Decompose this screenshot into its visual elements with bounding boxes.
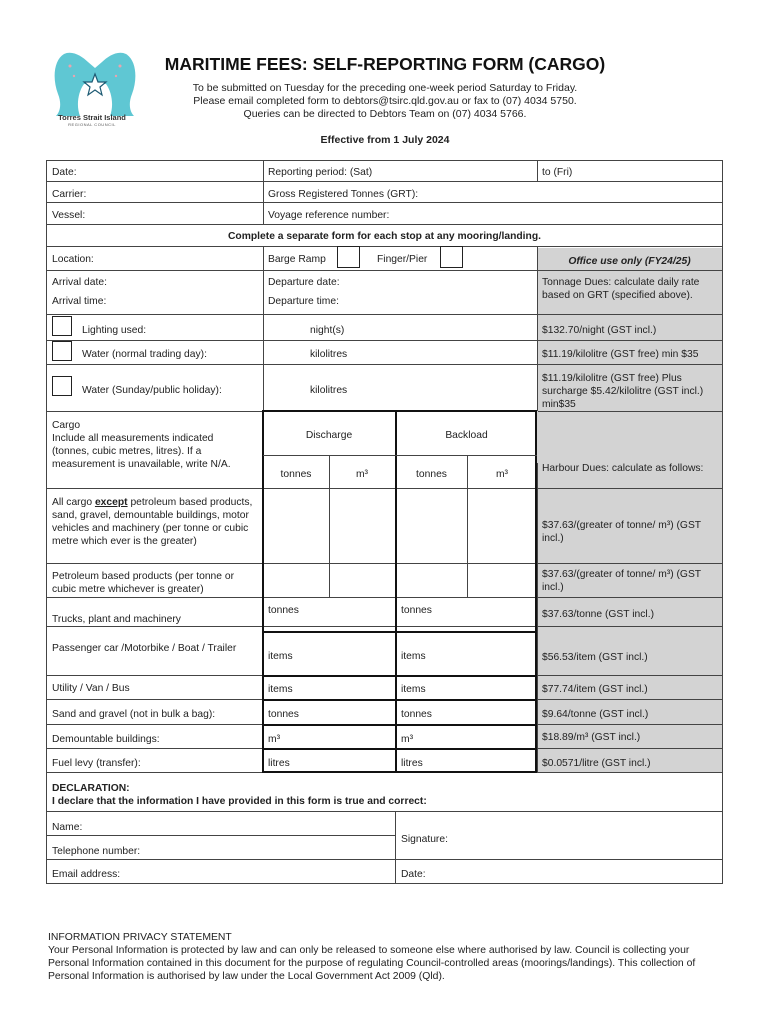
all-cargo-label: All cargo except petroleum based products, sand, gravel, demountable buildings, motor vehicles and machinery (per tonne or cubic metre which ever is the greater) (52, 497, 253, 547)
barge-ramp-checkbox[interactable] (337, 246, 360, 268)
departure-date-field[interactable]: Departure date: (268, 277, 340, 288)
lighting-checkbox[interactable] (52, 316, 72, 336)
water-normal-label: Water (normal trading day): (82, 349, 207, 360)
signature-field[interactable]: Signature: (401, 834, 448, 845)
sand-rate: $9.64/tonne (GST incl.) (542, 709, 649, 720)
water-normal-checkbox[interactable] (52, 341, 72, 361)
fuel-rate: $0.0571/litre (GST incl.) (542, 758, 651, 769)
trucks-discharge-unit[interactable]: tonnes (268, 605, 299, 616)
utility-backload-unit[interactable]: items (401, 684, 426, 695)
barge-ramp-label: Barge Ramp (268, 254, 326, 265)
location-label: Location: (52, 254, 94, 265)
fuel-label: Fuel levy (transfer): (52, 758, 141, 769)
logo-caption: Torres Strait Island (58, 113, 126, 122)
water-normal-rate: $11.19/kilolitre (GST free) min $35 (542, 349, 699, 360)
lighting-label: Lighting used: (82, 325, 147, 336)
telephone-field[interactable]: Telephone number: (52, 846, 141, 857)
voyage-ref-field[interactable]: Voyage reference number: (268, 210, 390, 221)
grt-field[interactable]: Gross Registered Tonnes (GRT): (268, 189, 419, 200)
declaration-title: DECLARATION: (52, 783, 130, 794)
arrival-time-field[interactable]: Arrival time: (52, 296, 107, 307)
departure-time-field[interactable]: Departure time: (268, 296, 339, 307)
water-holiday-unit: kilolitres (310, 385, 348, 396)
fuel-backload-unit[interactable]: litres (401, 758, 423, 769)
effective-date: Effective from 1 July 2024 (320, 134, 450, 146)
discharge-header: Discharge (305, 430, 353, 441)
utility-rate: $77.74/item (GST incl.) (542, 684, 648, 695)
nights-unit: night(s) (310, 325, 345, 336)
water-holiday-label: Water (Sunday/public holiday): (82, 385, 222, 396)
backload-tonnes-header: tonnes (416, 469, 447, 480)
demountable-label: Demountable buildings: (52, 734, 160, 745)
passenger-label: Passenger car /Motorbike / Boat / Trailer (52, 643, 237, 654)
to-fri-field[interactable]: to (Fri) (542, 167, 573, 178)
all-cargo-rate: $37.63/(greater of tonne/ m³) (GST incl.) (542, 520, 701, 544)
passenger-discharge-unit[interactable]: items (268, 651, 293, 662)
cargo-heading: Cargo (52, 420, 81, 431)
passenger-rate: $56.53/item (GST incl.) (542, 652, 648, 663)
reporting-period-field[interactable]: Reporting period: (Sat) (268, 167, 373, 178)
privacy-heading: INFORMATION PRIVACY STATEMENT (48, 932, 232, 943)
discharge-tonnes-header: tonnes (280, 469, 312, 480)
declaration-statement: I declare that the information I have provided in this form is true and correct: (52, 796, 427, 807)
lighting-rate: $132.70/night (GST incl.) (542, 325, 657, 336)
privacy-statement (48, 931, 728, 983)
submission-instruction: To be submitted on Tuesday for the preceding one-week period Saturday to Friday. (192, 82, 578, 94)
cargo-label (47, 416, 257, 474)
water-normal-unit: kilolitres (310, 349, 348, 360)
carrier-field[interactable]: Carrier: (52, 189, 87, 200)
sand-backload-unit[interactable]: tonnes (401, 709, 432, 720)
petroleum-rate: $37.63/(greater of tonne/ m³) (GST incl.) (542, 569, 701, 593)
trucks-rate: $37.63/tonne (GST incl.) (542, 609, 654, 620)
harbour-dues-note: Harbour Dues: calculate as follows: (542, 463, 704, 474)
backload-m3-header: m³ (495, 469, 508, 480)
backload-header: Backload (445, 430, 488, 441)
arrival-date-field[interactable]: Arrival date: (52, 277, 107, 288)
finger-pier-label: Finger/Pier (377, 254, 428, 265)
passenger-backload-unit[interactable]: items (401, 651, 426, 662)
email-field[interactable]: Email address: (52, 869, 121, 880)
name-field[interactable]: Name: (52, 822, 83, 833)
water-holiday-rate: $11.19/kilolitre (GST free) Plus surcharge $5.42/kilolitre (GST incl.) min$35 (542, 373, 704, 410)
water-holiday-checkbox[interactable] (52, 376, 72, 396)
email-instruction: Please email completed form to debtors@tsirc.qld.gov.au or fax to (07) 4034 5750. (193, 95, 577, 107)
separate-form-note: Complete a separate form for each stop at any mooring/landing. (228, 231, 541, 242)
discharge-m3-header: m³ (355, 469, 368, 480)
demountable-backload-unit[interactable]: m³ (401, 734, 414, 745)
trucks-backload-unit[interactable]: tonnes (401, 605, 432, 616)
logo-subcaption: REGIONAL COUNCIL (68, 122, 116, 127)
finger-pier-checkbox[interactable] (440, 246, 463, 268)
queries-instruction: Queries can be directed to Debtors Team on (07) 4034 5766. (243, 108, 527, 120)
trucks-label: Trucks, plant and machinery (52, 614, 181, 625)
privacy-body: Your Personal Information is protected by law and can only be released to someone else where authorised by law. Council is collecting your Personal Information contained in this document for the purpose of regulating Council-controlled areas (moorings/landings). This collection of Personal Information is authorised by law under the Local Government Act 2009 (Qld). (48, 945, 696, 982)
declaration-heading (47, 779, 717, 811)
petroleum-label: Petroleum based products (per tonne or cubic metre whichever is greater) (52, 571, 235, 595)
page-title: MARITIME FEES: SELF-REPORTING FORM (CARGO) (164, 54, 606, 74)
demountable-discharge-unit[interactable]: m³ (268, 734, 281, 745)
declaration-date-field[interactable]: Date: (401, 869, 426, 880)
vessel-field[interactable]: Vessel: (52, 210, 86, 221)
tonnage-dues-note: Tonnage Dues: calculate daily rate based on GRT (specified above). (542, 277, 700, 301)
fuel-discharge-unit[interactable]: litres (268, 758, 290, 769)
date-label: Date: (52, 167, 77, 178)
cargo-note: Include all measurements indicated (tonnes, cubic metres, litres). If a measurement is unavailable, write N/A. (52, 433, 231, 470)
demountable-rate: $18.89/m³ (GST incl.) (542, 732, 641, 743)
sand-label: Sand and gravel (not in bulk a bag): (52, 709, 216, 720)
utility-discharge-unit[interactable]: items (268, 684, 293, 695)
office-use-heading: Office use only (FY24/25) (568, 256, 691, 267)
sand-discharge-unit[interactable]: tonnes (268, 709, 299, 720)
utility-label: Utility / Van / Bus (52, 683, 130, 694)
